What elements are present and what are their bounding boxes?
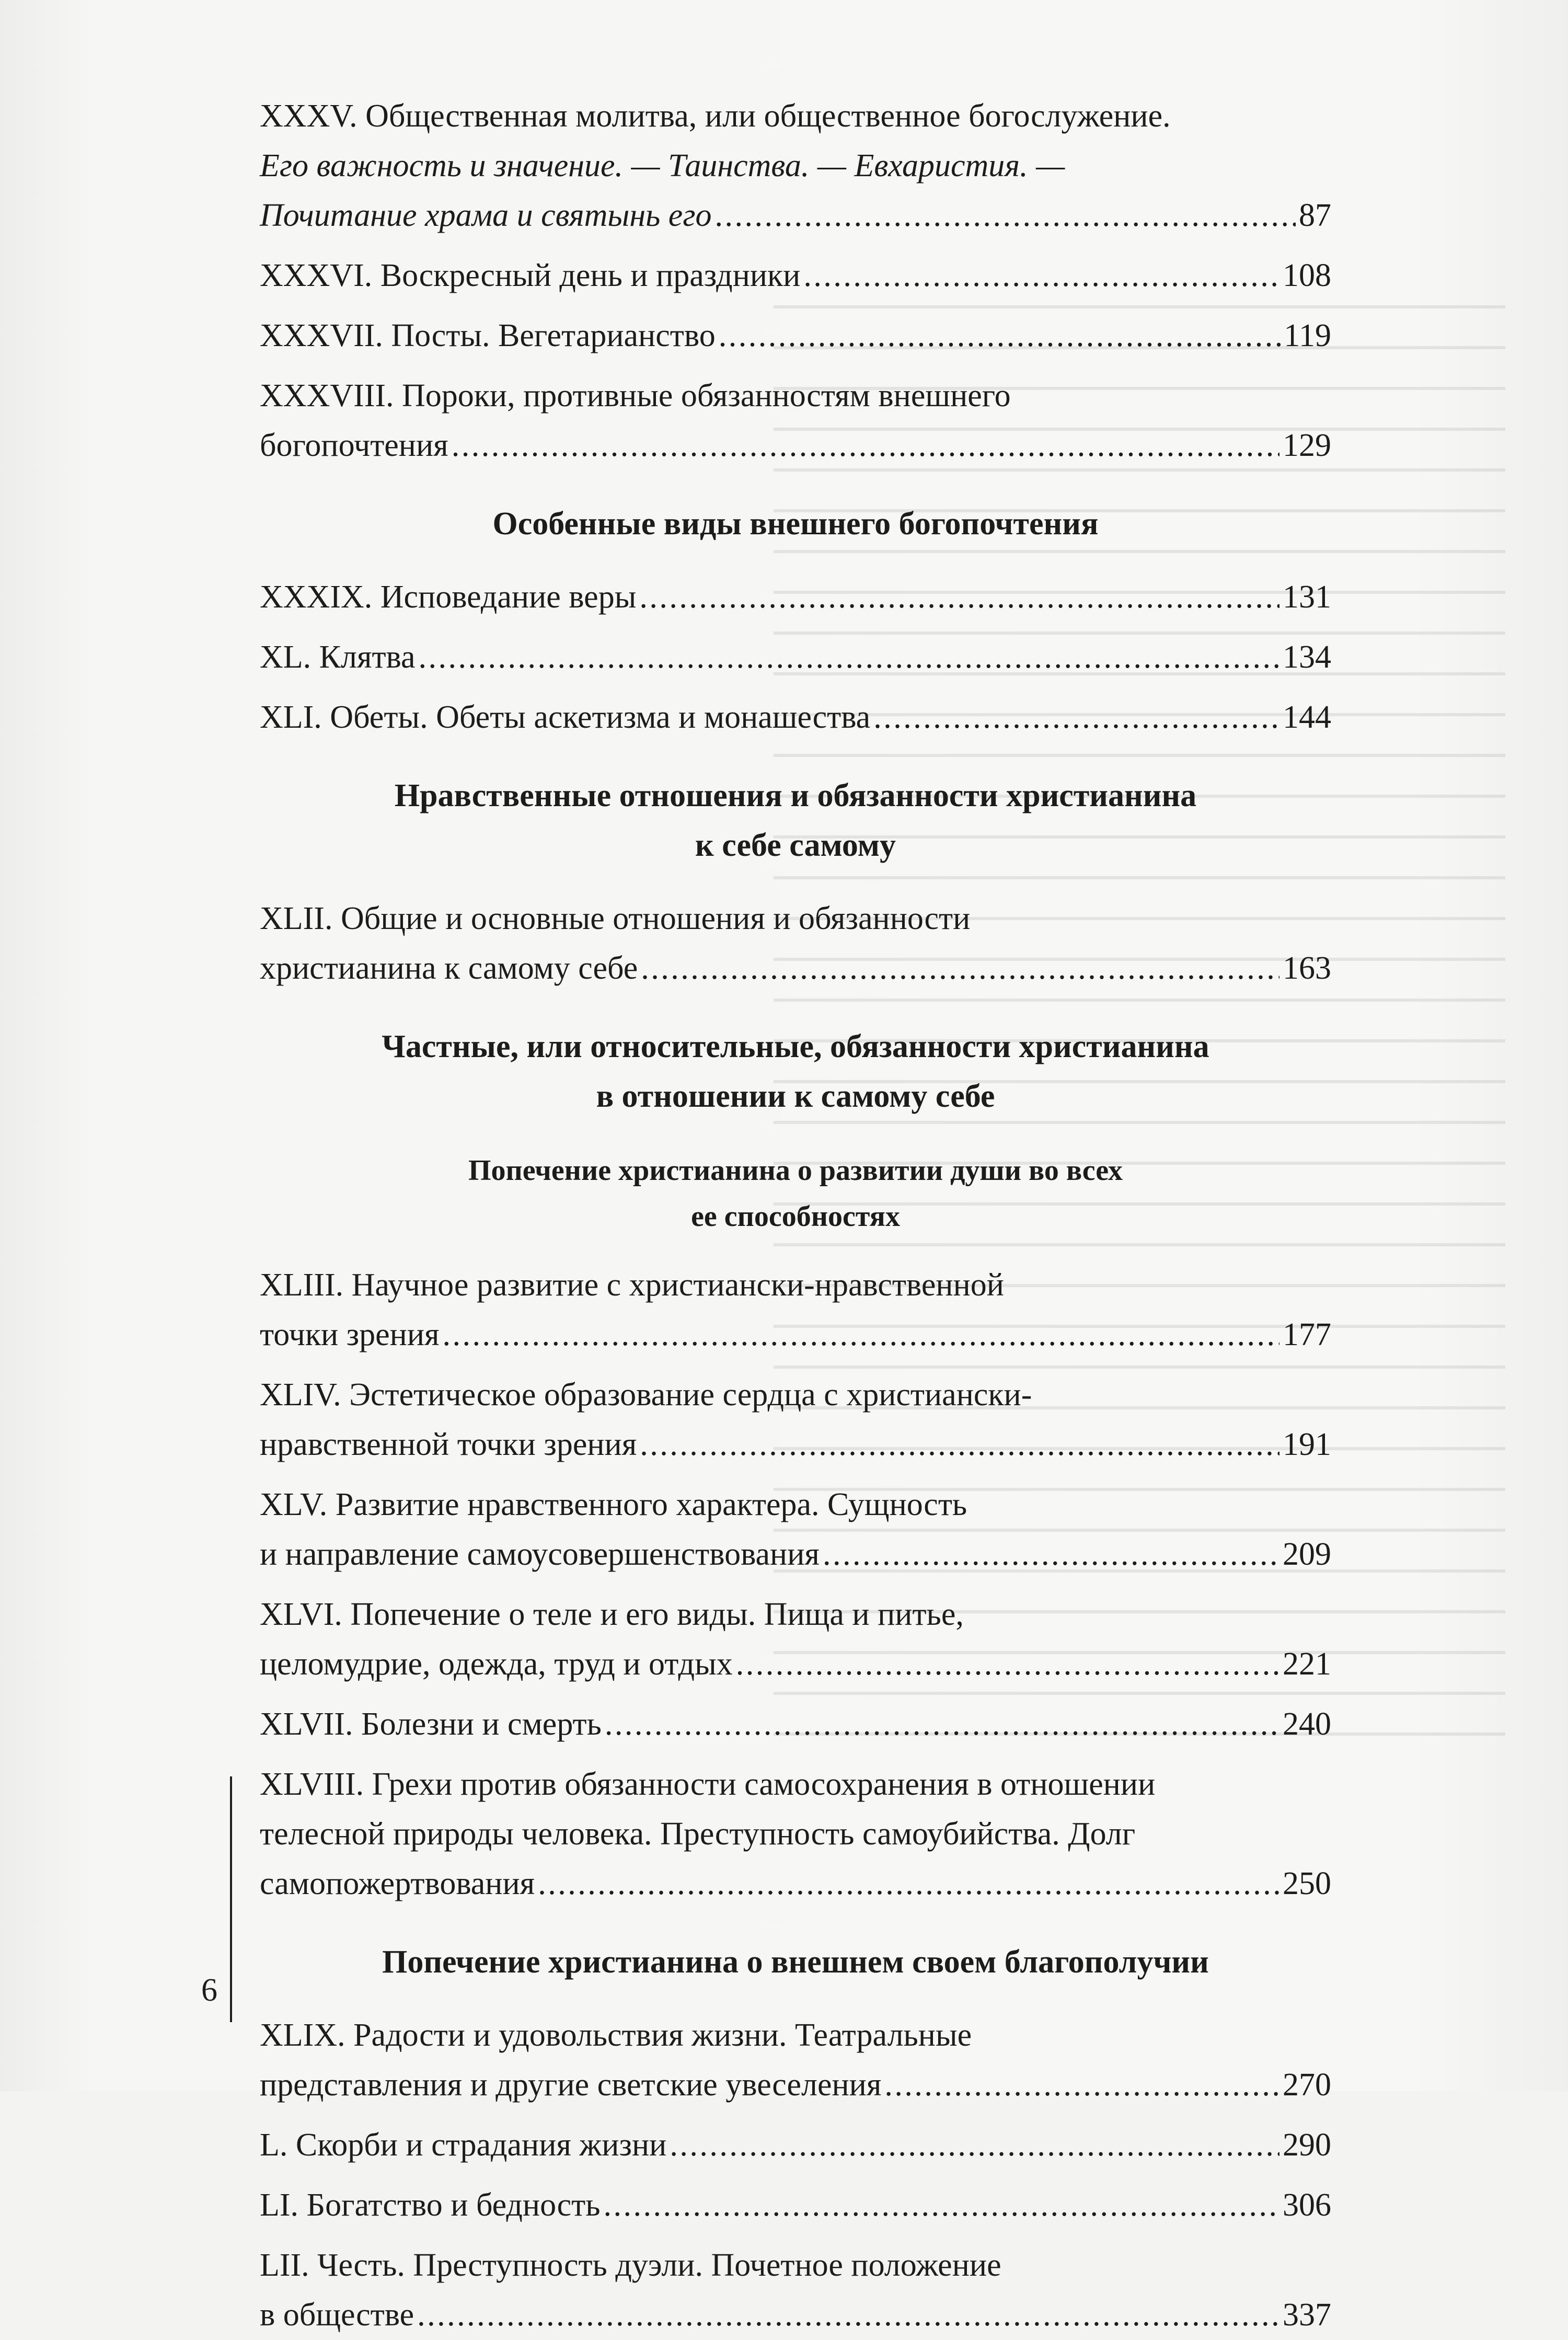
entry-title-last-line: нравственной точки зрения <box>260 1427 637 1462</box>
toc-entry[interactable] <box>260 311 1331 361</box>
entry-leader-row <box>260 421 1331 471</box>
section-heading <box>260 499 1331 549</box>
entry-title-last-line: самопожертвования <box>260 1866 535 1901</box>
dot-leader <box>417 2290 1279 2340</box>
entry-leader-row <box>260 944 1331 993</box>
entry-page-number: 306 <box>1283 2187 1331 2223</box>
entry-title-last-line: XXXIX. Исповедание веры <box>260 579 637 615</box>
entry-title-last-line: XL. Клятва <box>260 639 416 675</box>
heading-line: Нравственные отношения и обязанности христианина <box>394 778 1197 813</box>
entry-title-last-line: в обществе <box>260 2297 414 2333</box>
entry-leader-row <box>260 2181 1331 2230</box>
entry-title-last-line: XXXVI. Воскресный день и праздники <box>260 258 801 293</box>
entry-title-line: XXXV. Общественная молитва, или общественное богослужение. <box>260 98 1171 134</box>
entry-title-line: XLIII. Научное развитие с христиански-нравственной <box>260 1267 1004 1303</box>
entry-title-line: XLIX. Радости и удовольствия жизни. Театральные <box>260 2017 972 2053</box>
toc-entry[interactable] <box>260 1590 1331 1689</box>
entry-title-last-line: XXXVII. Посты. Вегетарианство <box>260 318 716 353</box>
dot-leader <box>803 251 1279 301</box>
toc-entry[interactable] <box>260 2241 1331 2340</box>
entry-page-number: 270 <box>1283 2067 1331 2103</box>
entry-page-number: 144 <box>1283 699 1331 735</box>
entry-leader-row <box>260 1639 1331 1689</box>
section-heading <box>260 1022 1331 1121</box>
entry-leader-row <box>260 311 1331 361</box>
heading-line: ее способностях <box>691 1200 900 1233</box>
dot-leader <box>715 191 1296 240</box>
dot-leader <box>604 2181 1279 2230</box>
entry-title-last-line: представления и другие светские увеселения <box>260 2067 882 2103</box>
entry-leader-row <box>260 191 1331 240</box>
heading-line: в отношении к самому себе <box>596 1079 995 1114</box>
entry-leader-row <box>260 1859 1331 1909</box>
toc-entry[interactable] <box>260 251 1331 301</box>
dot-leader <box>719 311 1281 361</box>
entry-leader-row <box>260 693 1331 742</box>
entry-page-number: 177 <box>1283 1317 1331 1352</box>
entry-page-number: 131 <box>1283 579 1331 615</box>
toc-entry[interactable] <box>260 2181 1331 2230</box>
section-heading <box>260 771 1331 870</box>
entry-page-number: 240 <box>1283 1706 1331 1742</box>
dot-leader <box>736 1639 1279 1689</box>
heading-line: к себе самому <box>695 828 896 863</box>
entry-title-line: LII. Честь. Преступность дуэли. Почетное положение <box>260 2247 1001 2283</box>
dot-leader <box>641 944 1279 993</box>
entry-title-line: XLVI. Попечение о теле и его виды. Пища и питье, <box>260 1597 964 1632</box>
entry-page-number: 108 <box>1283 258 1331 293</box>
section-heading <box>260 1937 1331 1987</box>
entry-page-number: 250 <box>1283 1866 1331 1901</box>
dot-leader <box>823 1530 1279 1579</box>
entry-page-number: 129 <box>1283 428 1331 463</box>
page-number: 6 <box>201 1972 217 2008</box>
entry-leader-row <box>260 633 1331 682</box>
dot-leader <box>640 1420 1279 1470</box>
entry-title-last-line: L. Скорби и страдания жизни <box>260 2127 667 2163</box>
dot-leader <box>443 1310 1279 1360</box>
entry-title-last-line: христианина к самому себе <box>260 950 638 986</box>
entry-title-last-line: LI. Богатство и бедность <box>260 2187 601 2223</box>
toc-entry[interactable] <box>260 1260 1331 1360</box>
toc-entry[interactable] <box>260 572 1331 622</box>
entry-leader-row <box>260 2060 1331 2110</box>
entry-page-number: 191 <box>1283 1427 1331 1462</box>
dot-leader <box>538 1859 1279 1909</box>
entry-leader-row <box>260 251 1331 301</box>
entry-leader-row <box>260 1530 1331 1579</box>
dot-leader <box>670 2120 1279 2170</box>
entry-page-number: 221 <box>1283 1646 1331 1682</box>
entry-title-last-line: и направление самоусовершенствования <box>260 1536 820 1572</box>
table-of-contents <box>260 91 1331 2340</box>
heading-line: Частные, или относительные, обязанности христианина <box>382 1029 1209 1064</box>
dot-leader <box>605 1700 1279 1749</box>
entry-title-last-line: Почитание храма и святынь его <box>260 198 712 233</box>
dot-leader <box>884 2060 1279 2110</box>
toc-entry[interactable] <box>260 2120 1331 2170</box>
toc-entry[interactable] <box>260 633 1331 682</box>
dot-leader <box>452 421 1279 471</box>
heading-line: Попечение христианина о внешнем своем благополучии <box>382 1944 1209 1980</box>
toc-entry[interactable] <box>260 693 1331 742</box>
entry-leader-row <box>260 1420 1331 1470</box>
toc-entry[interactable] <box>260 894 1331 993</box>
entry-title-last-line: целомудрие, одежда, труд и отдых <box>260 1646 733 1682</box>
dot-leader <box>419 633 1279 682</box>
entry-title-last-line: богопочтения <box>260 428 448 463</box>
entry-page-number: 337 <box>1283 2297 1331 2333</box>
entry-page-number: 87 <box>1299 198 1331 233</box>
entry-page-number: 209 <box>1283 1536 1331 1572</box>
toc-entry[interactable] <box>260 1370 1331 1470</box>
heading-line: Попечение христианина о развитии души во всех <box>468 1154 1123 1187</box>
entry-page-number: 119 <box>1284 318 1331 353</box>
toc-entry[interactable] <box>260 1700 1331 1749</box>
entry-title-last-line: точки зрения <box>260 1317 440 1352</box>
toc-entry[interactable] <box>260 371 1331 471</box>
margin-rule <box>230 1776 232 2022</box>
toc-entry[interactable] <box>260 91 1331 240</box>
entry-title-line: телесной природы человека. Преступность самоубийства. Долг <box>260 1816 1136 1852</box>
dot-leader <box>639 572 1279 622</box>
entry-leader-row <box>260 1700 1331 1749</box>
entry-leader-row <box>260 2290 1331 2340</box>
toc-entry[interactable] <box>260 1760 1331 1909</box>
entry-leader-row <box>260 572 1331 622</box>
entry-title-last-line: XLI. Обеты. Обеты аскетизма и монашества <box>260 699 871 735</box>
section-subheading <box>260 1148 1331 1240</box>
entry-page-number: 163 <box>1283 950 1331 986</box>
entry-title-line: XLII. Общие и основные отношения и обязанности <box>260 901 971 936</box>
toc-entry[interactable] <box>260 2011 1331 2110</box>
heading-line: Особенные виды внешнего богопочтения <box>492 506 1099 542</box>
entry-title-line: XXXVIII. Пороки, противные обязанностям внешнего <box>260 378 1011 414</box>
entry-leader-row <box>260 2120 1331 2170</box>
entry-leader-row <box>260 1310 1331 1360</box>
entry-title-line: XLVIII. Грехи против обязанности самосохранения в отношении <box>260 1767 1156 1802</box>
entry-title-line: XLIV. Эстетическое образование сердца с христиански- <box>260 1377 1032 1413</box>
entry-title-line: Его важность и значение. — Таинства. — Евхаристия. — <box>260 148 1065 183</box>
entry-title-last-line: XLVII. Болезни и смерть <box>260 1706 602 1742</box>
entry-page-number: 290 <box>1283 2127 1331 2163</box>
entry-title-line: XLV. Развитие нравственного характера. Сущность <box>260 1487 967 1522</box>
dot-leader <box>873 693 1279 742</box>
entry-page-number: 134 <box>1283 639 1331 675</box>
toc-entry[interactable] <box>260 1480 1331 1579</box>
